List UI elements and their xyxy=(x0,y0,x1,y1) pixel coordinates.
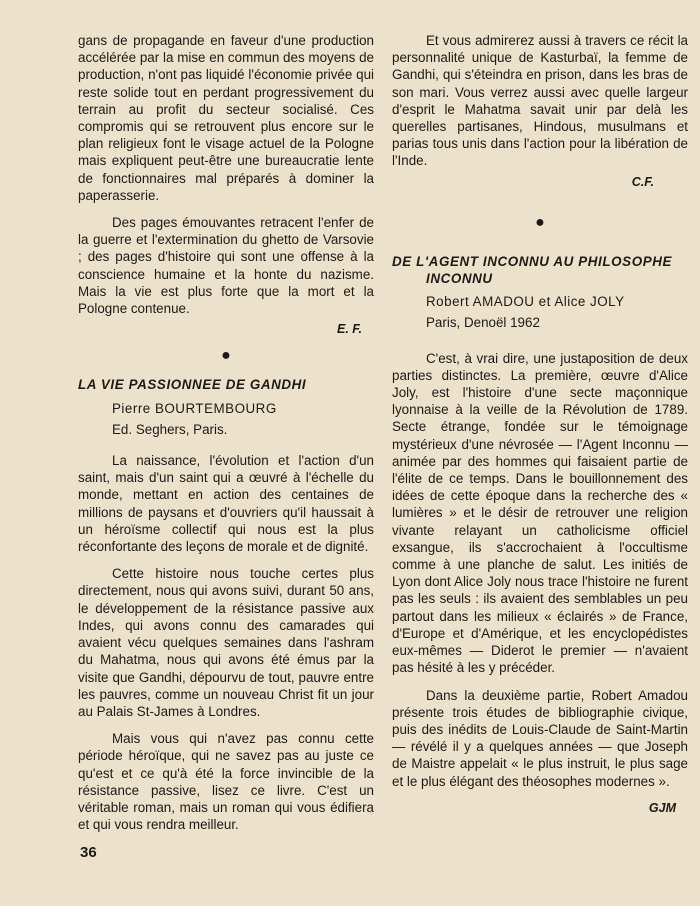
poland-paragraph: Des pages émouvantes retracent l'enfer de la guerre et l'extermination du ghetto de Varsovie ; des pages d'histoire qui sont une offense à la conscience humaine et la honte du nazisme. Mais la vie est plus forte que la mort et la Pologne contenue. xyxy=(78,215,374,317)
signature-gjm: GJM xyxy=(648,800,676,815)
gandhi-review-title: LA VIE PASSIONNEE DE GANDHI xyxy=(78,377,307,393)
agent-inconnu-review-meta xyxy=(392,293,688,331)
gandhi-review-publisher: Ed. Seghers, Paris. xyxy=(112,421,228,437)
gandhi-paragraph-continued: Et vous admirerez aussi à travers ce récit la personnalité unique de Kasturbaï, la femme de Gandhi, qui s'éteindra en prison, dans les bras de son mari. Vous verrez aussi avec quelle largeur d'esprit le Mahatma savait unir par delà les querelles partisanes, Hindous, musulmans et parias tous unis dans l'action pour la libération de l'Inde. xyxy=(392,33,688,169)
gandhi-review-author: Pierre BOURTEMBOURG xyxy=(112,400,277,416)
section-separator: ● xyxy=(535,213,545,231)
gandhi-paragraph-1: La naissance, l'évolution et l'action d'un saint, mais d'un saint qui a œuvré à l'échelle du monde, mettant en action des centaines de millions de paysans et d'ouvriers qu'il haussait à un héroïsme collectif qui nous est la plus réconfortante des leçons de morale et de dignité. xyxy=(78,453,374,555)
agent-inconnu-title-line-2: INCONNU xyxy=(426,271,493,287)
page-number: 36 xyxy=(80,844,97,861)
agent-inconnu-title-line-1: DE L'AGENT INCONNU AU PHILOSOPHE xyxy=(392,253,673,269)
gandhi-review-meta xyxy=(78,400,374,438)
continued-paragraph: gans de propagande en faveur d'une production accélérée par la mise en commun des moyens de production, n'ont pas liquidé l'économie privée qui reste solide tout en perdant progressivement du terrain au profit du secteur socialisé. Ces compromis qui se retrouvent plus encore sur le plan religieux font le visage actuel de la Pologne mais expliquent peut-être une bureaucratie lente de fonctionnaires mal préparés à dominer la paperasserie. xyxy=(78,33,374,203)
agent-inconnu-review-title xyxy=(392,253,688,287)
signature-ef: E. F. xyxy=(336,322,362,337)
agent-inconnu-paragraph-2: Dans la deuxième partie, Robert Amadou présente trois études de bibliographie civique, puis des inédits de Louis-Claude de Saint-Martin — révélé il y a quelques années — que Joseph de Maistre appelait « le plus instruit, le plus sage et le plus élégant des théosophes modernes ». xyxy=(392,687,688,789)
left-column xyxy=(78,32,374,833)
gandhi-paragraph-3: Mais vous qui n'avez pas connu cette période héroïque, qui ne savez pas au juste ce qu'est et ce qu'à été la force invincible de la résistance passive, lisez ce livre. C'est un véritable roman, mais un roman qui vous édifiera et qui vous rendra meilleur. xyxy=(78,731,374,833)
agent-inconnu-paragraph-1: C'est, à vrai dire, une justaposition de deux parties distinctes. La première, œuvre d'Alice Joly, est l'histoire d'une secte maçonnique lyonnaise à la veille de la Révolution de 1789. Secte étrange, fondée sur le témoignage mystérieux d'une névrosée — l'Agent Inconnu — animée par des hommes qui faisaient partie de l'élite de ce temps. Dans le bouillonnement des idées de cette époque dans la recherche des « lumières » et le désir de retrouver une religion vivante relayant un catholicisme officiel exsangue, ils s'accrochaient à l'occultisme comme à une planche de salut. Les initiés de Lyon dont Alice Joly nous trace l'histoire ne furent pas les seuls : ils avaient des semblables un peu partout dans les milieux « éclairés » de France, d'Europe et d'Amérique, et les encyclopédistes eux-mêmes — Diderot le premier — n'avaient pas hésité à les y précéder. xyxy=(392,350,688,676)
signature-cf: C.F. xyxy=(631,174,654,189)
gandhi-paragraph-2: Cette histoire nous touche certes plus directement, nous qui avons suivi, durant 50 ans, le développement de la résistance passive aux Indes, qui avons connu des camarades qui avaient vécu quelques semaines dans l'ashram du Mahatma, nous qui avons été émus par la visite que Gandhi, dépourvu de tout, pauvre entre les pauvres, comme un nouveau Christ fit un jour au Palais St-James à Londres. xyxy=(78,566,374,719)
right-column xyxy=(392,32,688,817)
section-separator: ● xyxy=(221,347,231,365)
agent-inconnu-review-author: Robert AMADOU et Alice JOLY xyxy=(426,294,625,310)
agent-inconnu-review-publisher: Paris, Denoël 1962 xyxy=(426,315,540,331)
